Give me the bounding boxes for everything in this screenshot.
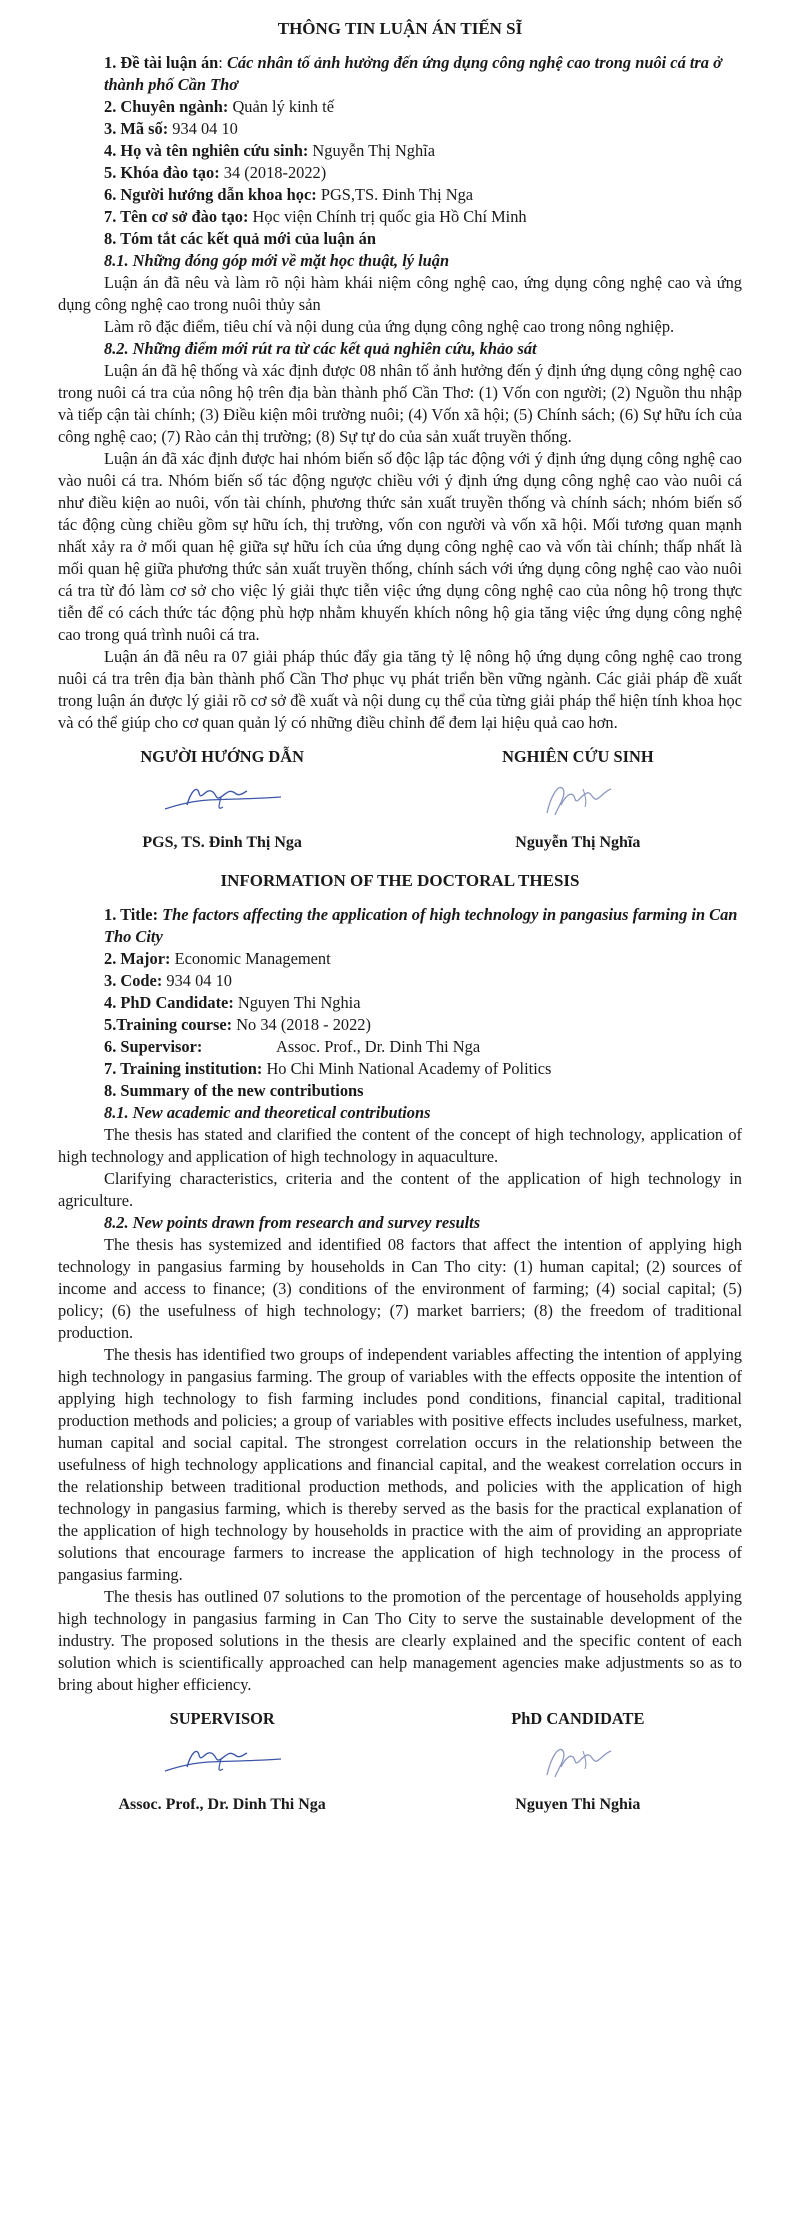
course-value-en: No 34 (2018 - 2022) (236, 1015, 371, 1034)
course-label: 5. Khóa đào tạo: (104, 163, 220, 182)
section-heading-en: 8.2. New points drawn from research and survey results (104, 1213, 481, 1232)
paragraph: Luận án đã nêu ra 07 giải pháp thúc đẩy gia tăng tỷ lệ nông hộ ứng dụng công nghệ cao trong nuôi cá tra trên địa bàn thành phố Cần Thơ phục vụ phát triển bền vững ngành. Các giải pháp đề xuất trong luận án được lý giải rõ cơ sở đề xuất và nội dung cụ thể của từng giải pháp thể hiện tính khoa học và có thể giúp cho cơ quan quản lý có những điều chỉnh để đem lại hiệu quả cao hơn. (58, 647, 742, 732)
supervisor-line (58, 184, 742, 206)
supervisor-value: PGS,TS. Đinh Thị Nga (320, 185, 474, 204)
code-label: 3. Mã số: (104, 119, 169, 138)
topic-line: 1. Đề tài luận án: Các nhân tố ảnh hưởng đến ứng dụng công nghệ cao trong nuôi cá tra ở thành phố Cần Thơ (104, 53, 722, 94)
page-title-en: INFORMATION OF THE DOCTORAL THESIS (220, 871, 580, 890)
major-value-en: Economic Management (174, 949, 331, 968)
course-label-en: 5.Training course: (104, 1015, 233, 1034)
signature-heading-en: PhD CANDIDATE (511, 1709, 645, 1728)
section-heading: 8.2. Những điểm mới rút ra từ các kết quả nghiên cứu, khảo sát (104, 339, 537, 358)
candidate-label-en: 4. PhD Candidate: (104, 993, 234, 1012)
code-label-en: 3. Code: (104, 971, 163, 990)
signature-mark (414, 768, 742, 832)
paragraph-en: The thesis has identified two groups of independent variables affecting the intention of applying high technology in pangasius farming. The group of variables with the effects opposite the intention of applying high technology to fish farming includes pond conditions, financial capital, traditional production methods and policies; a group of variables with positive effects includes usefulness, market, human capital and social capital. The strongest correlation occurs in the relationship between the usefulness of high technology applications and financial capital, and the weakest correlation occurs in the relationship between traditional production methods, and policies with the application of high technology in pangasius farming, which is thereby served as the basis for the practical explanation of the application of high technology by households in practice with the aim of providing an appropriate solutions that encourage farmers to increase the application of high technology in the process of pangasius farming. (58, 1345, 742, 1584)
institution-line (58, 206, 742, 228)
paragraph-en: The thesis has outlined 07 solutions to the promotion of the percentage of households applying high technology in pangasius farming in Can Tho City to serve the sustainable development of the industry. The proposed solutions in the thesis are clearly explained and the specific content of each solution which is scientifically approached can help management agencies make adjustments so as to bring about higher efficiency. (58, 1587, 742, 1694)
topic-label: 1. Đề tài luận án (104, 53, 219, 72)
supervisor-line-en (58, 1036, 742, 1058)
signature-name-en: Nguyen Thi Nghia (515, 1796, 641, 1813)
signature-name: PGS, TS. Đinh Thị Nga (142, 834, 302, 851)
candidate-line-en (58, 992, 742, 1014)
signature-heading: NGƯỜI HƯỚNG DẪN (140, 747, 304, 766)
candidate-line (58, 140, 742, 162)
major-label: 2. Chuyên ngành: (104, 97, 229, 116)
course-line (58, 162, 742, 184)
page-title: THÔNG TIN LUẬN ÁN TIẾN SĨ (277, 19, 523, 38)
signature-mark-en (414, 1730, 742, 1794)
supervisor-value-en: Assoc. Prof., Dr. Dinh Thi Nga (276, 1037, 481, 1056)
paragraph-en: The thesis has stated and clarified the content of the concept of high technology, application of high technology and application of high technology in aquaculture. (58, 1125, 742, 1166)
candidate-value-en: Nguyen Thi Nghia (237, 993, 361, 1012)
signature-column-right-en (414, 1708, 742, 1816)
institution-value-en: Ho Chi Minh National Academy of Politics (266, 1059, 552, 1078)
signature-mark (58, 768, 386, 832)
signature-column-left (58, 746, 386, 854)
signature-name-en: Assoc. Prof., Dr. Dinh Thi Nga (118, 1796, 326, 1813)
signature-image (157, 775, 287, 825)
major-value: Quản lý kinh tế (232, 97, 334, 116)
code-value: 934 04 10 (172, 119, 238, 138)
topic-value: Các nhân tố ảnh hưởng đến ứng dụng công nghệ cao trong nuôi cá tra ở thành phố Cần Thơ (104, 53, 722, 94)
summary-label-en: 8. Summary of the new contributions (104, 1081, 364, 1100)
paragraph-en: Clarifying characteristics, criteria and the content of the application of high technology in agriculture. (58, 1169, 742, 1210)
institution-label: 7. Tên cơ sở đào tạo: (104, 207, 249, 226)
section-heading: 8.1. Những đóng góp mới về mặt học thuật, lý luận (104, 251, 450, 270)
title-line (58, 904, 742, 948)
code-line (58, 118, 742, 140)
code-line-en (58, 970, 742, 992)
summary-line (58, 228, 742, 250)
signature-heading: NGHIÊN CỨU SINH (502, 747, 654, 766)
signature-block (58, 746, 742, 854)
signature-name: Nguyễn Thị Nghĩa (515, 834, 641, 851)
section-heading-en: 8.1. New academic and theoretical contributions (104, 1103, 431, 1122)
candidate-value: Nguyễn Thị Nghĩa (312, 141, 436, 160)
paragraph: Luận án đã xác định được hai nhóm biến số độc lập tác động với ý định ứng dụng công nghệ cao vào nuôi cá tra. Nhóm biến số tác động ngược chiều với ý định ứng dụng công nghệ cao vào nuôi cá như điều kiện ao nuôi, vốn tài chính, phương thức sản xuất truyền thống và chính sách; nhóm biến số tác động cùng chiều gồm sự hữu ích, thị trường, vốn con người và vốn xã hội. Mối tương quan mạnh nhất xảy ra ở mối quan hệ giữa sự hữu ích của ứng dụng công nghệ cao và vốn tài chính; thấp nhất là mối quan hệ giữa phương thức sản xuất truyền thống, chính sách với ứng dụng công nghệ cao vào nuôi cá tra từ đó làm cơ sở cho việc lý giải thực tiễn việc ứng dụng công nghệ cao của nông hộ trong thực tiễn để có cách thức tác động phù hợp nhằm khuyến khích nông hộ gia tăng việc ứng dụng công nghệ cao trong quá trình nuôi cá tra. (58, 449, 742, 644)
paragraph: Làm rõ đặc điểm, tiêu chí và nội dung của ứng dụng công nghệ cao trong nông nghiệp. (104, 317, 675, 336)
signature-mark-en (58, 1730, 386, 1794)
institution-line-en (58, 1058, 742, 1080)
paragraph-en: The thesis has systemized and identified 08 factors that affect the intention of applying high technology in pangasius farming by households in Can Tho city: (1) human capital; (2) sources of income and access to finance; (3) conditions of the environment of farming; (4) social capital; (5) policy; (6) the usefulness of high technology; (7) market barriers; (8) the freedom of traditional production. (58, 1235, 742, 1342)
course-value: 34 (2018-2022) (223, 163, 327, 182)
signature-column-right (414, 746, 742, 854)
paragraph: Luận án đã hệ thống và xác định được 08 nhân tố ảnh hưởng đến ý định ứng dụng công nghệ cao trong nuôi cá tra của nông hộ trên địa bàn thành phố Cần Thơ: (1) Vốn con người; (2) Nguồn thu nhập và tiếp cận tài chính; (3) Điều kiện môi trường nuôi; (4) Vốn xã hội; (5) Chính sách; (6) Sự hữu ích của công nghệ cao; (7) Rào cản thị trường; (8) Sự tự do của sản xuất truyền thống. (58, 361, 742, 446)
signature-image (533, 1737, 623, 1787)
supervisor-label: 6. Người hướng dẫn khoa học: (104, 185, 317, 204)
course-line-en (58, 1014, 742, 1036)
signature-image (533, 775, 623, 825)
major-line (58, 96, 742, 118)
code-value-en: 934 04 10 (166, 971, 232, 990)
signature-column-left-en (58, 1708, 386, 1816)
institution-value: Học viện Chính trị quốc gia Hồ Chí Minh (252, 207, 527, 226)
summary-line-en (58, 1080, 742, 1102)
signature-image (157, 1737, 287, 1787)
major-label-en: 2. Major: (104, 949, 171, 968)
major-line-en (58, 948, 742, 970)
paragraph: Luận án đã nêu và làm rõ nội hàm khái niệm công nghệ cao, ứng dụng công nghệ cao và ứng dụng công nghệ cao trong nuôi thủy sản (58, 273, 742, 314)
title-value: The factors affecting the application of high technology in pangasius farming in Can Tho City (104, 905, 738, 946)
summary-label: 8. Tóm tắt các kết quả mới của luận án (104, 229, 376, 248)
title-label: 1. Title: (104, 905, 159, 924)
candidate-label: 4. Họ và tên nghiên cứu sinh: (104, 141, 309, 160)
supervisor-label-en: 6. Supervisor: (104, 1037, 203, 1056)
signature-heading-en: SUPERVISOR (169, 1709, 275, 1728)
signature-block-en (58, 1708, 742, 1816)
institution-label-en: 7. Training institution: (104, 1059, 263, 1078)
